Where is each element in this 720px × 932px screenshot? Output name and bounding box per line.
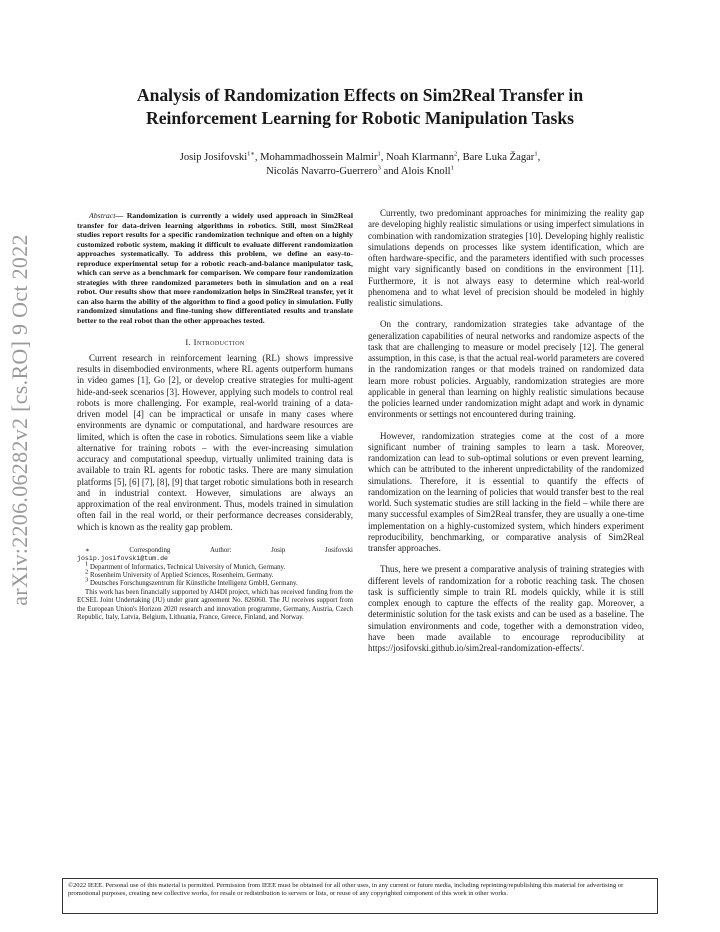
abstract-label: Abstract [89, 211, 116, 220]
intro-paragraph-5: Thus, here we present a comparative analysis of training strategies with different levels of randomization for a robotic reaching task. The chosen task is sufficiently simple to train RL models quickly, while it is still complex enough to capture the effects of the reality gap. Moreover, a deterministic solution for the task exists and can be used as a baseline. The simulation environments and code, together with a demonstration video, have been made available to encourage reproducibility at https://josifovski.github.io/sim2real-randomization-effects/. [368, 564, 644, 653]
footnote-mark: 3 [85, 577, 89, 585]
footnote-3 [77, 577, 353, 588]
author-name: , Mohammadhossein Malmir [254, 152, 378, 163]
corr-word: Author: [210, 546, 232, 554]
corresponding-author-line [77, 547, 353, 555]
footnote-text: Rosenheim University of Applied Sciences, Rosenheim, Germany. [88, 572, 274, 580]
author-name: and Alois Knoll [380, 166, 451, 177]
footnote-text: Department of Informatics, Technical University of Munich, Germany. [88, 563, 286, 571]
left-column [77, 208, 353, 622]
corr-word: Josip [271, 546, 286, 554]
corr-word: Corresponding [129, 546, 171, 554]
copyright-notice: ©2022 IEEE. Personal use of this material is permitted. Permission from IEEE must be obtained for all other uses, in any current or future media, including reprinting/republishing this material for advertising or promotional purposes, creating new collective works, for resale or redistribution to servers or lists, or reuse of any copyrighted component of this work in other works. [62, 878, 658, 914]
affiliation-mark: 1 [534, 150, 538, 158]
arxiv-sidebar-stamp [2, 210, 38, 630]
arxiv-identifier: arXiv:2206.06282v2 [cs.RO] 9 Oct 2022 [7, 234, 33, 606]
intro-paragraph-2: Currently, two predominant approaches for minimizing the reality gap are developing highly realistic simulations or using imperfect simulations in combination with randomization strategies [10]. Developing highly realistic simulations depends on processes like system identification, which are often hardware-specific, and the parameters identified with such processes might vary significantly based on conditions in the environment [11]. Furthermore, it is not always easy to determine which real-world phenomena and to what level of precision should be modeled in highly realistic simulations. [368, 208, 644, 308]
author-separator: , [537, 152, 541, 163]
footnote-1 [77, 560, 353, 572]
author-name: , Noah Klarmann [380, 152, 455, 163]
affiliation-mark: 2 [454, 150, 458, 158]
email-link[interactable]: josip.josifovski@tum.de [77, 555, 169, 563]
footnote-mark: 1 [85, 560, 89, 568]
affiliation-mark: 1 [450, 164, 454, 172]
corr-star: ∗ [85, 546, 90, 554]
funding-note: This work has been financially supported by AI4DI project, which has received funding from the ECSEL Joint Undertaking (JU) under grant agreement No. 826060. The JU receives support from the European Union's Horizon 2020 research and innovation programme, Germany, Austria, Czech Republic, Italy, Latvia, Belgium, Lithuania, France, Greece, Finland, and Norway. [77, 588, 353, 622]
corr-word: Josifovski [325, 546, 353, 554]
author-line-1 [60, 151, 660, 165]
abstract-text: Randomization is currently a widely used approach in Sim2Real transfer for data-driven learning algorithms in robotics. Still, most Sim2Real studies report results for a specific randomization technique and often on a highly customized robotic system, making it difficult to evaluate different randomization approaches systematically. To address this problem, we define an easy-to-reproduce experimental setup for a robotic reach-and-balance manipulator task, which can serve as a benchmark for comparison. We compare four randomization strategies with three randomized parameters both in simulation and on a real robot. Our results show that more randomization helps in Sim2Real transfer, yet it can also harm the ability of the algorithm to find a good policy in simulation. Fully randomized simulations and fine-tuning show differentiated results and translate better to the real robot than the other approaches tested. [77, 211, 354, 326]
intro-paragraph-4: However, randomization strategies come at the cost of a more significant number of training samples to learn a task. Moreover, randomization can lead to sub-optimal solutions or even prevent learning, which can be attributed to the inherent unpredictability of the randomized simulations. Therefore, it is essential to quantify the effects of randomization on the learning of policies that would transfer best to the real world. Such systematic studies are still lacking in the field – while there are many successful examples of Sim2Real transfer, they are usually a one-time implementation on a highly-customized system, which hinders experiment reproducibility, benchmarking, or comparative analysis of Sim2Real transfer approaches. [368, 430, 644, 553]
title-line-1: Analysis of Randomization Effects on Sim2Real Transfer in [136, 85, 584, 105]
abstract-dash: — [115, 211, 127, 220]
author-name: , Bare Luka Žagar [457, 152, 535, 163]
footnote-text: Deutsches Forschungszentrum für Künstliche Intelligenz GmbH, Germany. [88, 580, 298, 588]
author-name: Nicolás Navarro-Guerrero [266, 166, 378, 177]
section-heading-introduction: I. Introduction [185, 336, 245, 347]
footnote-mark: 2 [85, 568, 89, 576]
intro-paragraph-1: Current research in reinforcement learning (RL) shows impressive results in disembodied environments, where RL agents outperform humans in video games [1], Go [2], or develop creative strategies for multi-agent hide-and-seek scenarios [3]. However, applying such models to control real robots is more challenging. For example, real-world training of a data-driven model [4] can be impractical or unsafe in many cases where environments are dynamic or computational, and hardware resources are limited, which is often the case in robotics. Simulations seem like a viable alternative for training robots – with the ever-increasing simulation accuracy and computational speedup, virtually unlimited training data is available to train RL agents for robotic tasks. There are many simulation platforms [5], [6] [7], [8], [9] that target robotic simulations both in research and in industrial context. However, simulations are always an approximation of the real environment. Thus, models trained in simulation often fail in the real world, or their performance decreases considerably, which is known as the reality gap problem. [77, 352, 353, 532]
affiliation-mark: 1∗ [247, 150, 255, 158]
intro-paragraph-3: On the contrary, randomization strategies take advantage of the generalization capabilities of neural networks and randomize aspects of the task that are challenging to measure or model precisely [12]. The general assumption, in this case, is that the actual real-world parameters are covered in the randomization ranges or that models trained on randomized data learn more robust policies. Arguably, randomization strategies are more applicable in general than learning on highly realistic simulations because the policies learned under randomization might adapt and work in dynamic environments or settings not encountered during training. [368, 319, 644, 420]
affiliation-mark: 1 [377, 150, 381, 158]
footnotes [77, 547, 353, 623]
affiliation-mark: 3 [377, 164, 381, 172]
abstract [77, 211, 353, 326]
author-list [60, 151, 660, 179]
title-line-2: Reinforcement Learning for Robotic Manipulation Tasks [146, 108, 574, 128]
corresponding-email [77, 555, 353, 563]
author-name: Josip Josifovski [179, 152, 248, 163]
right-column [368, 208, 644, 654]
author-line-2 [60, 165, 660, 179]
paper-title [60, 84, 660, 130]
